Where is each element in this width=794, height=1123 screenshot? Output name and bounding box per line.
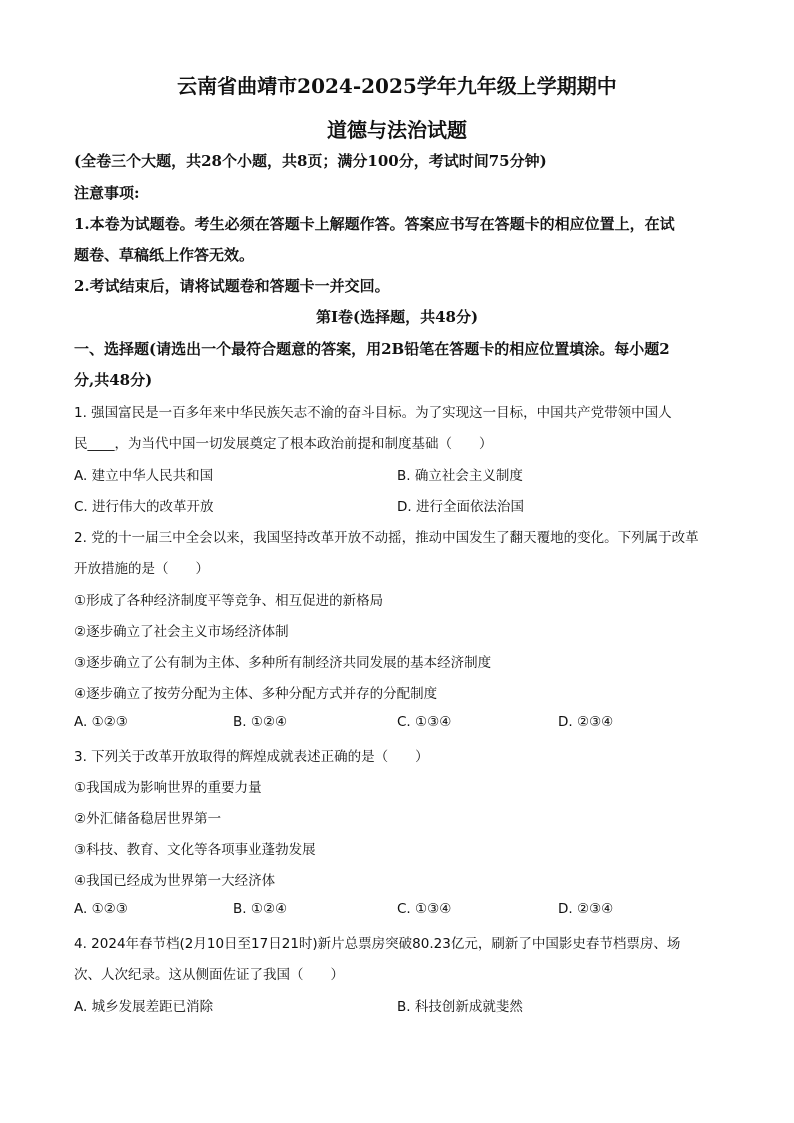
question-1-option-a[interactable]: A. 建立中华人民共和国 <box>74 468 214 484</box>
question-4-option-b[interactable]: B. 科技创新成就斐然 <box>397 999 523 1015</box>
section-instructions-cont: 分,共48分) <box>74 371 153 389</box>
question-2-item-2: ②逐步确立了社会主义市场经济体制 <box>74 624 289 640</box>
question-3-item-3: ③科技、教育、文化等各项事业蓬勃发展 <box>74 842 316 858</box>
question-3-item-4: ④我国已经成为世界第一大经济体 <box>74 873 276 889</box>
section-instructions: 一、选择题(请选出一个最符合题意的答案，用2B铅笔在答题卡的相应位置填涂。每小题2 <box>74 340 670 358</box>
question-2-item-3: ③逐步确立了公有制为主体、多种所有制经济共同发展的基本经济制度 <box>74 655 492 671</box>
notice-heading: 注意事项: <box>74 184 140 202</box>
question-2-option-d[interactable]: D. ②③④ <box>558 714 614 730</box>
question-2-option-b[interactable]: B. ①②④ <box>233 714 288 730</box>
question-3-option-c[interactable]: C. ①③④ <box>397 901 452 917</box>
question-3-option-b[interactable]: B. ①②④ <box>233 901 288 917</box>
question-4-stem: 4. 2024年春节档(2月10日至17日21时)新片总票房突破80.23亿元，刷新了中国影史春节档票房、场 <box>74 936 681 952</box>
question-3-item-2: ②外汇储备稳居世界第一 <box>74 811 222 827</box>
question-3-option-d[interactable]: D. ②③④ <box>558 901 614 917</box>
question-2-stem: 2. 党的十一届三中全会以来，我国坚持改革开放不动摇，推动中国发生了翻天覆地的变化。下列属于改革 <box>74 530 699 546</box>
notice-item-1-cont: 题卷、草稿纸上作答无效。 <box>74 246 255 264</box>
question-4-stem-cont: 次、人次纪录。这从侧面佐证了我国（ ） <box>74 967 344 983</box>
notice-item-2: 2.考试结束后，请将试题卷和答题卡一并交回。 <box>74 277 390 295</box>
question-1-option-d[interactable]: D. 进行全面依法治国 <box>397 499 524 515</box>
exam-title: 云南省曲靖市2024-2025学年九年级上学期期中 <box>177 74 617 98</box>
question-2-option-a[interactable]: A. ①②③ <box>74 714 128 730</box>
question-1-stem: 1. 强国富民是一百多年来中华民族矢志不渝的奋斗目标。为了实现这一目标，中国共产党带领中国人 <box>74 405 672 421</box>
question-1-stem-cont: 民____，为当代中国一切发展奠定了根本政治前提和制度基础（ ） <box>74 436 493 452</box>
question-1-option-b[interactable]: B. 确立社会主义制度 <box>397 468 523 484</box>
question-2-item-4: ④逐步确立了按劳分配为主体、多种分配方式并存的分配制度 <box>74 686 438 702</box>
question-2-item-1: ①形成了各种经济制度平等竞争、相互促进的新格局 <box>74 593 384 609</box>
exam-info: (全卷三个大题，共28个小题，共8页；满分100分，考试时间75分钟) <box>74 152 547 170</box>
notice-item-1: 1.本卷为试题卷。考生必须在答题卡上解题作答。答案应书写在答题卡的相应位置上，在试 <box>74 215 675 233</box>
question-1-option-c[interactable]: C. 进行伟大的改革开放 <box>74 499 214 515</box>
section-title: 第Ⅰ卷(选择题，共48分) <box>315 308 479 326</box>
question-2-option-c[interactable]: C. ①③④ <box>397 714 452 730</box>
question-3-option-a[interactable]: A. ①②③ <box>74 901 128 917</box>
question-2-stem-cont: 开放措施的是（ ） <box>74 561 209 577</box>
question-3-item-1: ①我国成为影响世界的重要力量 <box>74 780 262 796</box>
exam-subject-title: 道德与法治试题 <box>327 118 467 142</box>
question-3-stem: 3. 下列关于改革开放取得的辉煌成就表述正确的是（ ） <box>74 749 429 765</box>
question-4-option-a[interactable]: A. 城乡发展差距已消除 <box>74 999 214 1015</box>
